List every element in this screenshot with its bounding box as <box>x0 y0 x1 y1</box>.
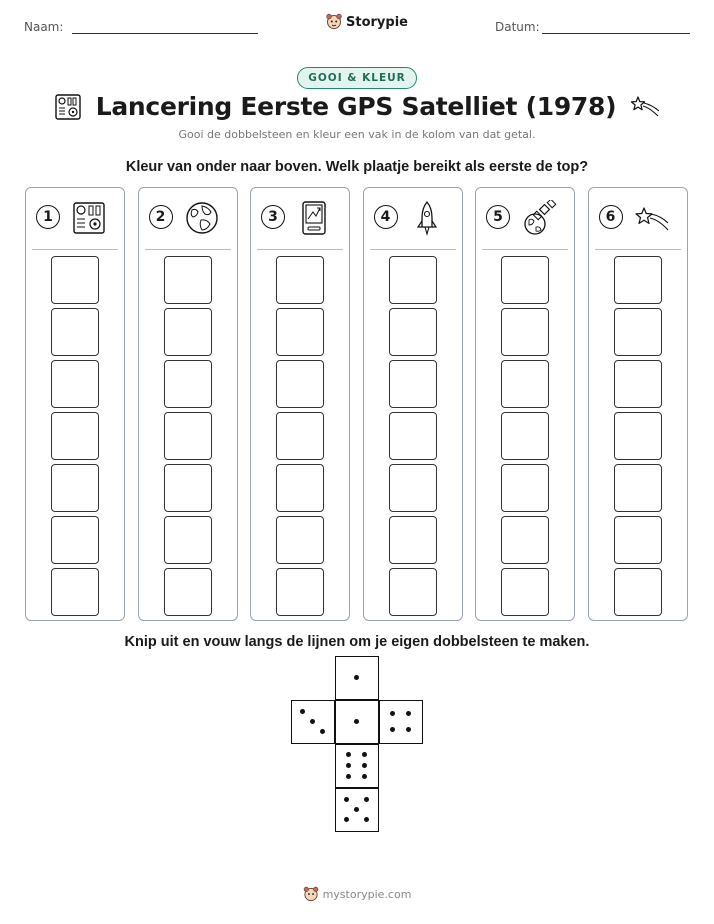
color-cell[interactable] <box>276 256 324 304</box>
color-cell[interactable] <box>164 360 212 408</box>
column-divider <box>370 249 456 250</box>
color-cell[interactable] <box>51 568 99 616</box>
dice-face <box>335 788 379 832</box>
game-instruction: Kleur van onder naar boven. Welk plaatje bereikt als eerste de top? <box>125 159 589 175</box>
dice-pip <box>362 763 367 768</box>
color-cell[interactable] <box>389 256 437 304</box>
color-cell[interactable] <box>501 568 549 616</box>
color-cell[interactable] <box>164 412 212 460</box>
color-cell[interactable] <box>51 308 99 356</box>
subtitle: Gooi de dobbelsteen en kleur een vak in de kolom van dat getal. <box>178 128 536 141</box>
color-cell[interactable] <box>501 464 549 512</box>
color-cell[interactable] <box>614 568 662 616</box>
color-cell[interactable] <box>51 464 99 512</box>
dice-pip <box>362 774 367 779</box>
color-cell[interactable] <box>501 308 549 356</box>
column-number: 3 <box>261 205 285 229</box>
earth-globe-icon <box>184 200 220 236</box>
page-title: Lancering Eerste GPS Satelliet (1978) <box>95 92 617 121</box>
color-cell[interactable] <box>164 308 212 356</box>
color-cell[interactable] <box>51 412 99 460</box>
color-cell[interactable] <box>276 464 324 512</box>
name-line[interactable] <box>72 33 258 34</box>
color-cell[interactable] <box>501 360 549 408</box>
column-1 <box>25 187 125 621</box>
title-row <box>0 92 714 121</box>
color-cell[interactable] <box>164 516 212 564</box>
rocket-icon <box>409 200 445 236</box>
color-cell[interactable] <box>614 516 662 564</box>
date-label: Datum: <box>495 20 540 34</box>
column-4 <box>363 187 463 621</box>
footer-brand <box>303 886 412 903</box>
shooting-star-icon <box>630 94 660 120</box>
dice-pip <box>354 675 359 680</box>
color-cell[interactable] <box>164 464 212 512</box>
activity-badge: GOOI & KLEUR <box>297 67 416 89</box>
storypie-mascot-icon <box>326 13 342 31</box>
column-3 <box>250 187 350 621</box>
color-cell[interactable] <box>389 516 437 564</box>
color-cell[interactable] <box>389 308 437 356</box>
color-cell[interactable] <box>276 308 324 356</box>
dice-pip <box>390 711 395 716</box>
date-line[interactable] <box>542 33 690 34</box>
dice-pip <box>406 711 411 716</box>
dice-pip <box>354 719 359 724</box>
storypie-mascot-icon <box>303 886 319 903</box>
color-cell[interactable] <box>164 568 212 616</box>
color-cell[interactable] <box>614 308 662 356</box>
column-number: 4 <box>374 205 398 229</box>
color-cell[interactable] <box>51 256 99 304</box>
column-2 <box>138 187 238 621</box>
dice-pip <box>346 763 351 768</box>
dice-pip <box>310 719 315 724</box>
name-label: Naam: <box>24 20 64 34</box>
dice-pip <box>390 727 395 732</box>
color-cell[interactable] <box>501 412 549 460</box>
column-6 <box>588 187 688 621</box>
column-5 <box>475 187 575 621</box>
column-divider <box>482 249 568 250</box>
brand-name: Storypie <box>346 14 408 30</box>
color-cell[interactable] <box>614 256 662 304</box>
color-cell[interactable] <box>276 568 324 616</box>
column-divider <box>145 249 231 250</box>
column-divider <box>32 249 118 250</box>
color-cell[interactable] <box>501 256 549 304</box>
color-cell[interactable] <box>51 360 99 408</box>
shooting-star-icon <box>634 200 670 236</box>
dice-face <box>379 700 423 744</box>
color-cell[interactable] <box>389 568 437 616</box>
color-cell[interactable] <box>276 516 324 564</box>
column-number: 5 <box>486 205 510 229</box>
dice-pip <box>364 817 369 822</box>
dice-face <box>291 700 335 744</box>
color-cell[interactable] <box>614 360 662 408</box>
color-cell[interactable] <box>614 464 662 512</box>
color-cell[interactable] <box>614 412 662 460</box>
dice-pip <box>344 797 349 802</box>
brand-logo <box>326 13 408 31</box>
dice-pip <box>364 797 369 802</box>
color-cell[interactable] <box>389 464 437 512</box>
dice-face <box>335 744 379 788</box>
dice-pip <box>300 709 305 714</box>
dice-pip <box>406 727 411 732</box>
dice-face <box>335 656 379 700</box>
color-cell[interactable] <box>164 256 212 304</box>
dice-instruction: Knip uit en vouw langs de lijnen om je eigen dobbelsteen te maken. <box>124 634 590 650</box>
color-cell[interactable] <box>51 516 99 564</box>
dice-face <box>335 700 379 744</box>
dice-pip <box>354 807 359 812</box>
color-cell[interactable] <box>389 360 437 408</box>
dice-pip <box>362 752 367 757</box>
column-number: 2 <box>149 205 173 229</box>
gps-device-icon <box>296 200 332 236</box>
control-panel-icon <box>54 93 82 121</box>
dice-pip <box>344 817 349 822</box>
dice-pip <box>346 752 351 757</box>
satellite-icon <box>521 200 557 236</box>
footer-url: mystorypie.com <box>322 888 412 901</box>
color-cell[interactable] <box>389 412 437 460</box>
color-cell[interactable] <box>501 516 549 564</box>
dice-pip <box>346 774 351 779</box>
column-number: 1 <box>36 205 60 229</box>
column-divider <box>257 249 343 250</box>
control-panel-icon <box>71 200 107 236</box>
dice-pip <box>320 729 325 734</box>
column-divider <box>595 249 681 250</box>
color-cell[interactable] <box>276 412 324 460</box>
column-number: 6 <box>599 205 623 229</box>
color-cell[interactable] <box>276 360 324 408</box>
